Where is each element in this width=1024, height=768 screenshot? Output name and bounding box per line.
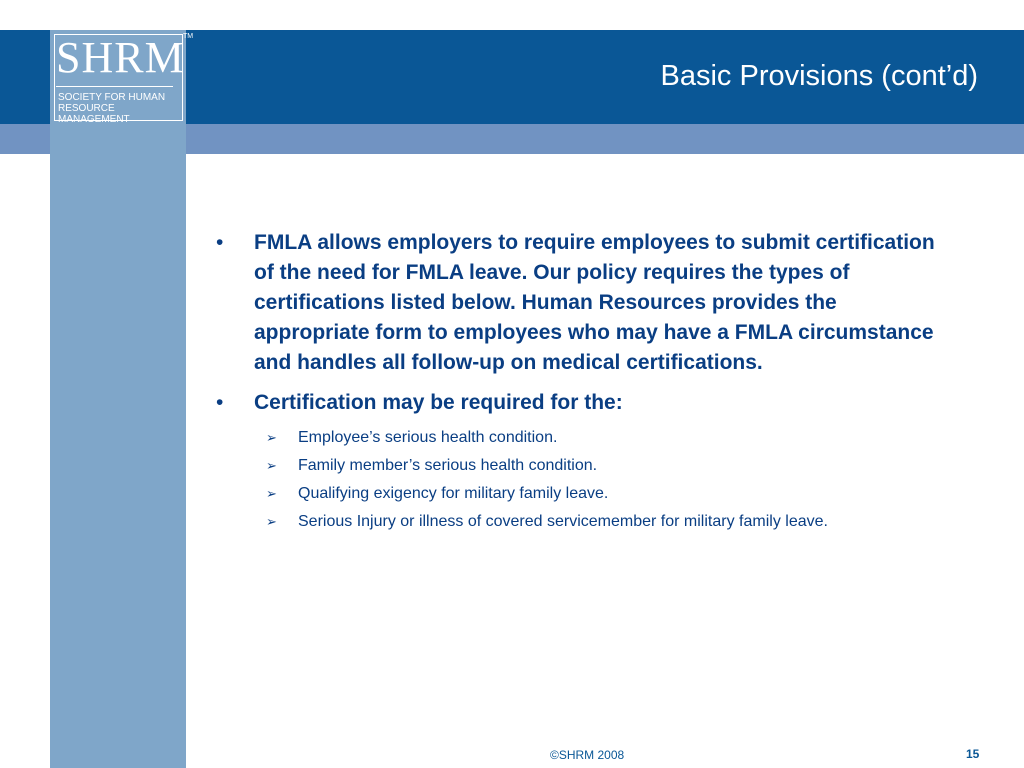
side-strip bbox=[50, 124, 186, 768]
arrow-bullet-icon: ➢ bbox=[266, 430, 277, 445]
sub-bullet-text: Family member’s serious health condition. bbox=[298, 457, 598, 474]
bullet-dot-icon: • bbox=[216, 231, 224, 254]
arrow-bullet-icon: ➢ bbox=[266, 514, 277, 529]
logo-subtitle: SOCIETY FOR HUMAN RESOURCE MANAGEMENT bbox=[58, 92, 166, 125]
shrm-logo bbox=[50, 30, 194, 125]
logo-divider bbox=[56, 86, 173, 87]
bullet-text: Certification may be required for the: bbox=[254, 391, 623, 414]
sub-bullet-item bbox=[216, 508, 976, 536]
sub-bullet-item bbox=[216, 480, 976, 508]
arrow-bullet-icon: ➢ bbox=[266, 458, 277, 473]
sub-bullet-text: Qualifying exigency for military family leave. bbox=[298, 485, 609, 502]
slide-content bbox=[216, 228, 976, 536]
bullet-item bbox=[216, 388, 976, 418]
sub-bullet-item bbox=[216, 452, 976, 480]
logo-trademark: TM bbox=[183, 33, 194, 40]
bullet-text: FMLA allows employers to require employees to submit certification of the need for FMLA leave. Our policy requires the types of certifications listed below. Human Resources provides the appropriate form to employees who may have a FMLA circumstance and handles all follow-up on medical certifications. bbox=[254, 231, 935, 374]
slide-title: Basic Provisions (cont’d) bbox=[660, 60, 978, 92]
sub-bullet-list bbox=[216, 424, 976, 536]
top-band bbox=[0, 0, 1024, 30]
logo-wordmark: SHRM bbox=[56, 33, 185, 82]
bullet-dot-icon: • bbox=[216, 391, 224, 414]
footer-copyright: ©SHRM 2008 bbox=[550, 748, 625, 762]
page-number: 15 bbox=[966, 747, 980, 761]
bullet-item bbox=[216, 228, 976, 378]
sub-bullet-text: Serious Injury or illness of covered servicemember for military family leave. bbox=[298, 513, 828, 530]
sub-bullet-item bbox=[216, 424, 976, 452]
sub-bullet-text: Employee’s serious health condition. bbox=[298, 429, 558, 446]
arrow-bullet-icon: ➢ bbox=[266, 486, 277, 501]
